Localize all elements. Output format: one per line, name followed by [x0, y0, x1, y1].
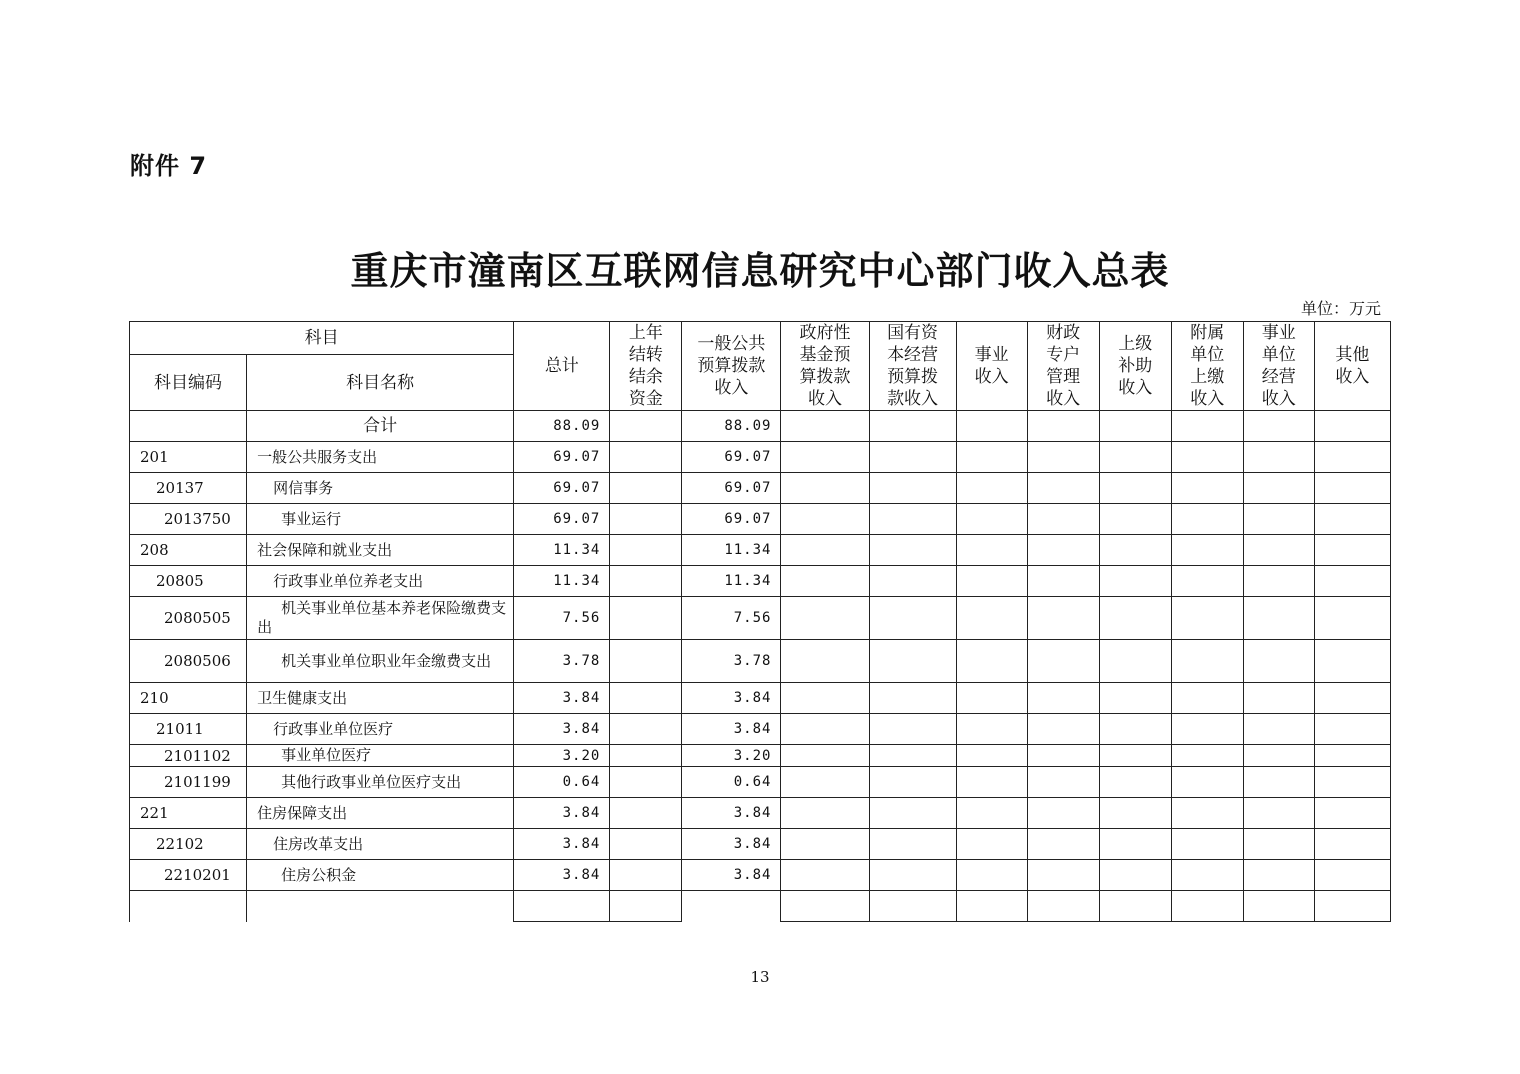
- attachment-label: 附件 7: [130, 152, 208, 180]
- table-row: 22102 住房改革支出 3.84 3.84: [130, 829, 1391, 860]
- header-gov-fund: 政府性 基金预 算拨款 收入: [781, 322, 869, 411]
- header-name: 科目名称: [247, 355, 514, 411]
- header-general-budget: 一般公共 预算拨款 收入: [682, 322, 781, 411]
- table-row: 208 社会保障和就业支出 11.34 11.34: [130, 535, 1391, 566]
- table-row: 221 住房保障支出 3.84 3.84: [130, 798, 1391, 829]
- table-row: 20805 行政事业单位养老支出 11.34 11.34: [130, 566, 1391, 597]
- header-fiscal-special: 财政 专户 管理 收入: [1027, 322, 1099, 411]
- page-number: 13: [750, 968, 770, 986]
- header-operations: 事业 单位 经营 收入: [1243, 322, 1314, 411]
- table-row: 20137 网信事务 69.07 69.07: [130, 473, 1391, 504]
- table-row: 2013750 事业运行 69.07 69.07: [130, 504, 1391, 535]
- table-row: 210 卫生健康支出 3.84 3.84: [130, 683, 1391, 714]
- header-subject: 科目: [130, 322, 514, 355]
- header-other: 其他 收入: [1314, 322, 1390, 411]
- page-title: 重庆市潼南区互联网信息研究中心部门收入总表: [350, 249, 1170, 293]
- empty-row: [130, 891, 1391, 922]
- table-row: 2080506 机关事业单位职业年金缴费支出 3.78 3.78: [130, 640, 1391, 683]
- header-business: 事业 收入: [956, 322, 1027, 411]
- header-code: 科目编码: [130, 355, 247, 411]
- header-superior-subsidy: 上级 补助 收入: [1099, 322, 1171, 411]
- header-affiliated: 附属 单位 上缴 收入: [1171, 322, 1243, 411]
- table-row: 2101199 其他行政事业单位医疗支出 0.64 0.64: [130, 767, 1391, 798]
- total-row: 合计 88.09 88.09: [130, 411, 1391, 442]
- table-row: 2101102 事业单位医疗 3.20 3.20: [130, 745, 1391, 767]
- header-state-capital: 国有资 本经营 预算拨 款收入: [869, 322, 956, 411]
- header-prior-balance: 上年 结转 结余 资金: [610, 322, 682, 411]
- unit-label: 单位：万元: [1300, 299, 1381, 318]
- income-summary-table: [129, 321, 1391, 922]
- table-row: 2080505 机关事业单位基本养老保险缴费支出 7.56 7.56: [130, 597, 1391, 640]
- table-row: 2210201 住房公积金 3.84 3.84: [130, 860, 1391, 891]
- header-total: 总计: [514, 322, 610, 411]
- table-row: 21011 行政事业单位医疗 3.84 3.84: [130, 714, 1391, 745]
- table-row: 201 一般公共服务支出 69.07 69.07: [130, 442, 1391, 473]
